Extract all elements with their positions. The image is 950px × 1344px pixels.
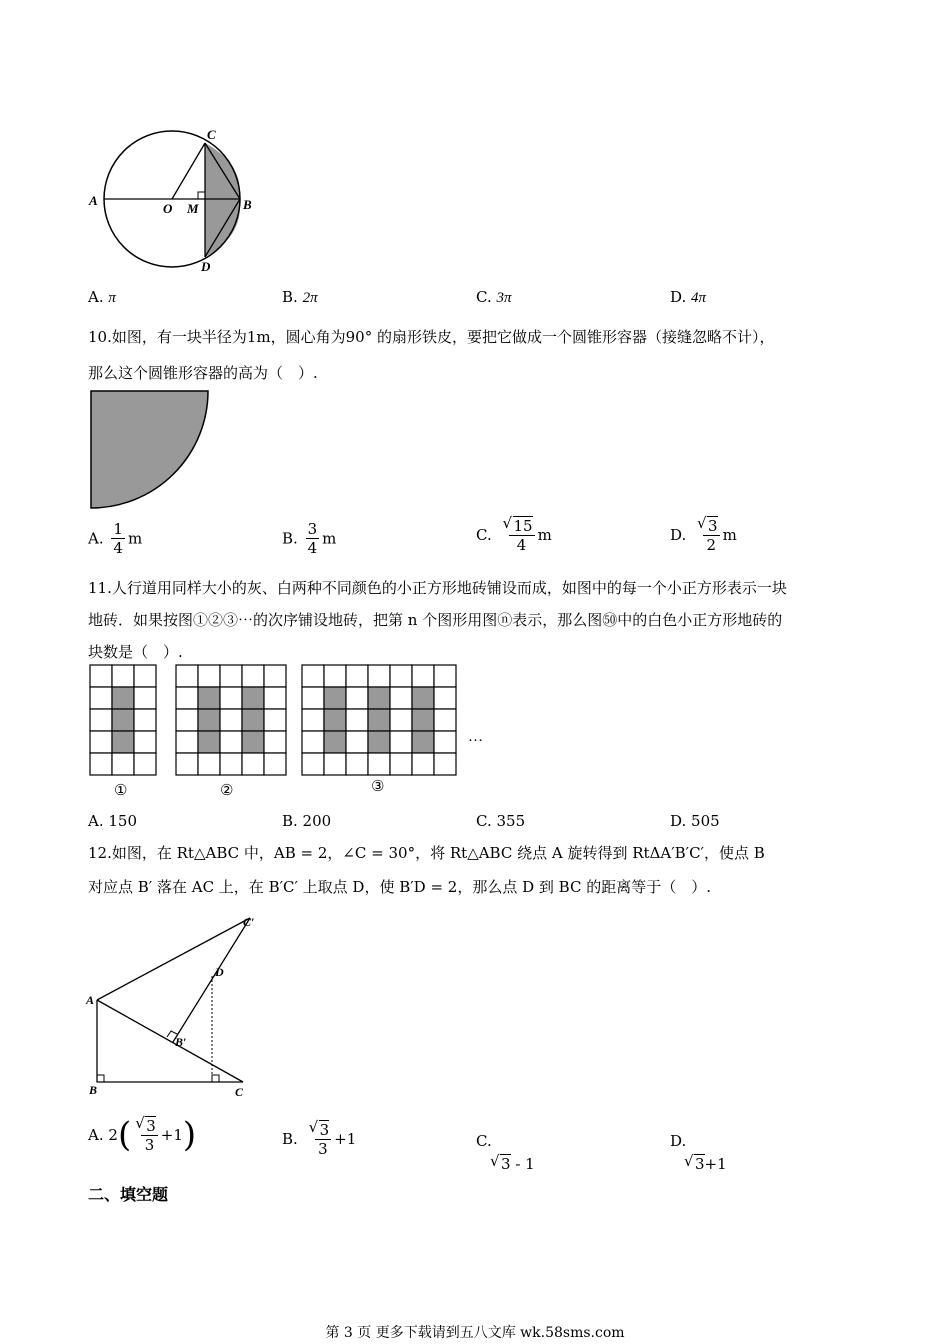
white-tile (220, 731, 242, 753)
white-tile (220, 665, 242, 687)
q12-option-a[interactable]: A. 2( √ $\frac{3}{3}$ +1) (88, 1116, 196, 1154)
white-tile (390, 665, 412, 687)
gray-tile (198, 687, 220, 709)
q9-label-o: O (163, 201, 173, 216)
white-tile (390, 731, 412, 753)
white-tile (302, 709, 324, 731)
white-tile (242, 753, 264, 775)
gray-tile (112, 687, 134, 709)
q12-label-d: D (215, 965, 224, 979)
gray-tile (198, 709, 220, 731)
q11-fig-label-2: ② (220, 783, 234, 799)
white-tile (112, 753, 134, 775)
q12-option-b[interactable]: B. √ $\frac{3}{3}$ +1 (282, 1120, 356, 1158)
white-tile (176, 753, 198, 775)
q12-triangle-figure (85, 910, 270, 1100)
q9-circle-figure (85, 125, 260, 275)
white-tile (220, 687, 242, 709)
white-tile (220, 709, 242, 731)
q11-ellipsis: … (468, 729, 483, 745)
white-tile (90, 709, 112, 731)
section-title: 二、填空题 (88, 1185, 169, 1204)
white-tile (434, 753, 456, 775)
q12-label-a: A (86, 993, 95, 1007)
gray-tile (112, 731, 134, 753)
q11-option-b[interactable]: B. 200 (282, 812, 332, 830)
gray-tile (324, 687, 346, 709)
white-tile (346, 665, 368, 687)
q9-label-m: M (187, 201, 199, 216)
q11-fig-label-3: ③ (371, 779, 385, 795)
gray-tile (368, 709, 390, 731)
page-footer: 第 3 页 更多下载请到五八文库 wk.58sms.com (325, 1325, 625, 1341)
q9-label-b: B (243, 197, 252, 212)
gray-tile (324, 709, 346, 731)
q12-option-c[interactable]: C. √ 3 - 1 (476, 1132, 535, 1173)
white-tile (134, 731, 156, 753)
white-tile (368, 665, 390, 687)
q12-label-b-prime: B′ (175, 1035, 187, 1049)
white-tile (302, 731, 324, 753)
q9-label-a: A (89, 193, 98, 208)
white-tile (264, 753, 286, 775)
white-tile (176, 709, 198, 731)
gray-tile (412, 687, 434, 709)
white-tile (198, 665, 220, 687)
gray-tile (412, 709, 434, 731)
white-tile (242, 665, 264, 687)
q10-option-b[interactable]: B. $\frac{3}{4}$ m (282, 520, 337, 557)
white-tile (220, 753, 242, 775)
q11-tile-figures (88, 663, 488, 803)
white-tile (134, 687, 156, 709)
q12-text (88, 838, 868, 902)
gray-tile (324, 731, 346, 753)
q10-option-c[interactable]: C. √ $\frac{15}{4}$ m (476, 516, 552, 554)
white-tile (176, 687, 198, 709)
q11-option-d[interactable]: D. 505 (670, 812, 720, 830)
q11-option-c[interactable]: C. 355 (476, 812, 526, 830)
q9-label-d: D (201, 259, 211, 274)
q10-option-d[interactable]: D. √ $\frac{3}{2}$ m (670, 516, 737, 554)
q9-option-c[interactable]: C. 3π (476, 288, 512, 306)
white-tile (390, 687, 412, 709)
q9-option-d[interactable]: D. 4π (670, 288, 707, 306)
white-tile (324, 665, 346, 687)
q11-option-a[interactable]: A. 150 (88, 812, 137, 830)
white-tile (346, 709, 368, 731)
q12-line1: 12.如图，在 Rt△ABC 中，AB = 2，∠C = 30°，将 Rt△ABC 绕点 A 旋转得到 RtΔA′B′C′，使点 B (88, 844, 765, 862)
white-tile (90, 731, 112, 753)
white-tile (302, 753, 324, 775)
q12-option-d[interactable]: D. √ 3+1 (670, 1132, 727, 1173)
gray-tile (242, 731, 264, 753)
q11-line2: 地砖．如果按图①②③⋯的次序铺设地砖，把第 n 个图形用图ⓝ表示，那么图㊿中的白色小正方形地砖的 (88, 611, 783, 629)
white-tile (368, 753, 390, 775)
white-tile (198, 753, 220, 775)
white-tile (434, 731, 456, 753)
white-tile (264, 687, 286, 709)
q11-text (88, 573, 868, 667)
white-tile (264, 665, 286, 687)
white-tile (90, 753, 112, 775)
gray-tile (198, 731, 220, 753)
gray-tile (368, 731, 390, 753)
gray-tile (242, 709, 264, 731)
white-tile (90, 665, 112, 687)
gray-tile (242, 687, 264, 709)
gray-tile (112, 709, 134, 731)
q9-option-a[interactable]: A. π (88, 288, 116, 306)
q12-label-c-prime: C′ (243, 915, 255, 929)
white-tile (412, 753, 434, 775)
q12-line2: 对应点 B′ 落在 AC 上，在 B′C′ 上取点 D，使 B′D = 2，那么点 D 到 BC 的距离等于（ ）. (88, 878, 711, 896)
q11-fig-label-1: ① (114, 783, 128, 799)
white-tile (434, 665, 456, 687)
q12-label-c: C (235, 1085, 244, 1099)
white-tile (434, 709, 456, 731)
gray-tile (412, 731, 434, 753)
white-tile (176, 665, 198, 687)
white-tile (264, 709, 286, 731)
white-tile (134, 753, 156, 775)
q10-text (88, 322, 868, 388)
q9-option-b[interactable]: B. 2π (282, 288, 318, 306)
white-tile (346, 753, 368, 775)
white-tile (134, 665, 156, 687)
q12-label-b: B (89, 1083, 98, 1097)
white-tile (412, 665, 434, 687)
q10-sector-figure (88, 388, 213, 513)
white-tile (90, 687, 112, 709)
white-tile (390, 753, 412, 775)
white-tile (434, 687, 456, 709)
q9-label-c: C (207, 127, 216, 142)
white-tile (324, 753, 346, 775)
q10-line1: 10.如图，有一块半径为1m，圆心角为90° 的扇形铁皮，要把它做成一个圆锥形容器（接缝忽略不计）， (88, 328, 775, 346)
q11-line1: 11.人行道用同样大小的灰、白两种不同颜色的小正方形地砖铺设而成，如图中的每一个小正方形表示一块 (88, 579, 787, 597)
gray-tile (368, 687, 390, 709)
q10-line2: 那么这个圆锥形容器的高为（ ）. (88, 364, 318, 382)
white-tile (302, 687, 324, 709)
white-tile (346, 731, 368, 753)
white-tile (112, 665, 134, 687)
white-tile (134, 709, 156, 731)
white-tile (346, 687, 368, 709)
white-tile (176, 731, 198, 753)
q10-option-a[interactable]: A. $\frac{1}{4}$ m (88, 520, 143, 557)
white-tile (264, 731, 286, 753)
white-tile (302, 665, 324, 687)
white-tile (390, 709, 412, 731)
q11-line3: 块数是（ ）. (88, 643, 183, 661)
